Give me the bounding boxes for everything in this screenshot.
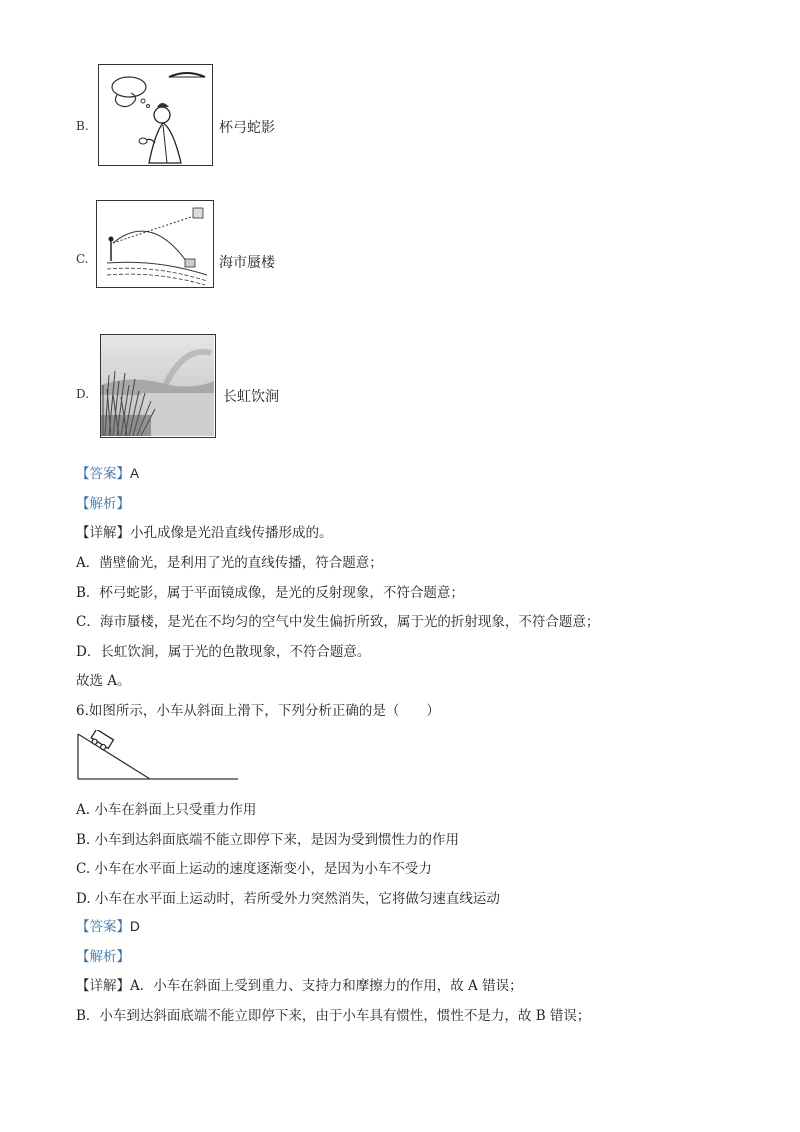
- option-c-illustration: [96, 200, 214, 288]
- incline-diagram: [76, 730, 240, 782]
- answer-value: A: [130, 466, 140, 481]
- answer-line-q6: [76, 917, 140, 937]
- detail-intro: 小孔成像是光沿直线传播形成的。: [130, 525, 333, 541]
- q6-answer-value: D: [130, 919, 140, 934]
- option-letter-b: B.: [76, 119, 89, 133]
- q6-detail-tag: 【详解】: [76, 978, 130, 994]
- option-d-caption: 长虹饮涧: [223, 389, 279, 405]
- q6-detail-line-1: [76, 976, 523, 996]
- q6-detail-line-2: B．小车到达斜面底端不能立即停下来，由于小车具有惯性，惯性不是力，故 B 错误；: [76, 1008, 591, 1024]
- q6-option-d: D. 小车在水平面上运动时，若所受外力突然消失，它将做匀速直线运动: [76, 891, 500, 907]
- analysis-line-q6: [76, 947, 130, 967]
- q6-option-b: B. 小车到达斜面底端不能立即停下来，是因为受到惯性力的作用: [76, 832, 460, 848]
- q6-option-c: C. 小车在水平面上运动的速度逐渐变小，是因为小车不受力: [76, 861, 432, 877]
- q6-option-a: A. 小车在斜面上只受重力作用: [76, 802, 257, 818]
- option-b-caption: 杯弓蛇影: [219, 120, 275, 136]
- option-d-photo: [100, 334, 216, 438]
- detail-line-prev: [76, 523, 333, 543]
- option-b-illustration: [98, 64, 213, 166]
- option-letter-c: C.: [76, 252, 89, 266]
- option-letter-d: D.: [76, 387, 90, 401]
- explanation-a: A．凿壁偷光，是利用了光的直线传播，符合题意；: [76, 555, 383, 571]
- explanation-b: B．杯弓蛇影，属于平面镜成像，是光的反射现象，不符合题意；: [76, 585, 464, 601]
- conclusion-prev: 故选 A。: [76, 673, 131, 689]
- analysis-tag: 【解析】: [76, 496, 130, 512]
- q6-analysis-tag: 【解析】: [76, 949, 130, 965]
- q6-answer-tag: 【答案】: [76, 919, 130, 935]
- explanation-d: D．长虹饮涧，属于光的色散现象，不符合题意。: [76, 644, 371, 660]
- explanation-c: C．海市蜃楼，是光在不均匀的空气中发生偏折所致，属于光的折射现象，不符合题意；: [76, 614, 600, 630]
- q6-detail-a: A．小车在斜面上受到重力、支持力和摩擦力的作用，故 A 错误；: [130, 978, 523, 994]
- option-c-caption: 海市蜃楼: [219, 255, 275, 271]
- answer-tag: 【答案】: [76, 466, 130, 482]
- question-6-stem: 6.如图所示，小车从斜面上滑下，下列分析正确的是（ ）: [76, 703, 440, 719]
- detail-tag: 【详解】: [76, 525, 130, 541]
- answer-line-prev: [76, 464, 139, 484]
- analysis-line-prev: [76, 494, 130, 514]
